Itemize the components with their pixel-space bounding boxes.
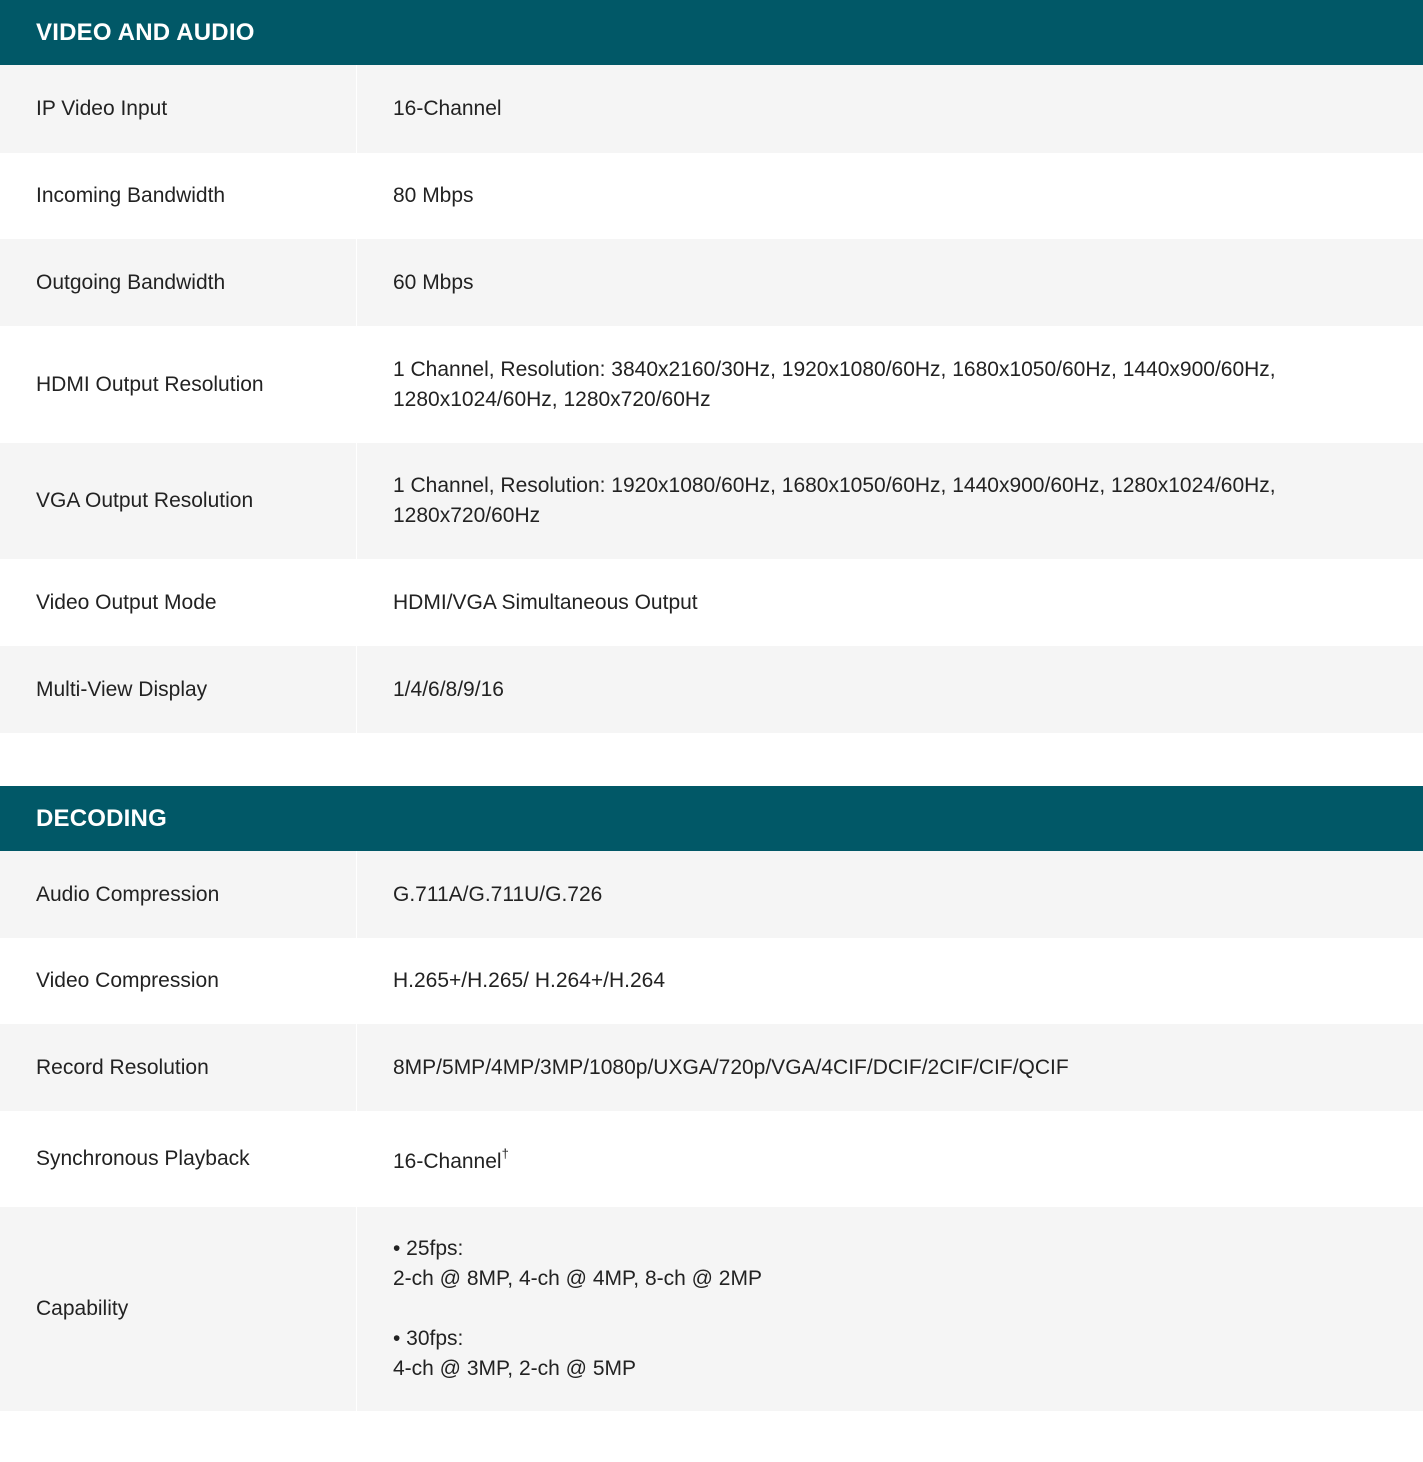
spec-row-synchronous-playback xyxy=(0,1111,1423,1207)
spec-row-outgoing-bandwidth xyxy=(0,239,1423,326)
spec-value: H.265+/H.265/ H.264+/H.264 xyxy=(393,969,666,992)
spec-value: 1 Channel, Resolution: 1920x1080/60Hz, 1680x1050/60Hz, 1440x900/60Hz, 1280x1024/60Hz, 1280x720/60Hz xyxy=(393,474,1276,527)
section-title: DECODING xyxy=(0,786,1423,851)
section-title: VIDEO AND AUDIO xyxy=(0,0,1423,65)
spec-value: 16-Channel xyxy=(393,1150,502,1173)
spec-row-incoming-bandwidth xyxy=(0,153,1423,239)
section-spacer xyxy=(0,733,1423,786)
spec-label: HDMI Output Resolution xyxy=(0,326,356,443)
spec-label: Outgoing Bandwidth xyxy=(0,239,356,326)
spec-value: 16-Channel xyxy=(393,97,502,120)
spec-row-hdmi-output-resolution xyxy=(0,326,1423,443)
spec-row-vga-output-resolution xyxy=(0,443,1423,559)
spec-label: Synchronous Playback xyxy=(0,1111,356,1207)
spec-row-record-resolution xyxy=(0,1024,1423,1111)
spec-value: HDMI/VGA Simultaneous Output xyxy=(393,590,698,614)
spec-row-capability xyxy=(0,1207,1423,1411)
spec-row-audio-compression xyxy=(0,851,1423,938)
section-decoding xyxy=(0,786,1423,1411)
spec-label: Capability xyxy=(0,1207,356,1411)
spec-value: 8MP/5MP/4MP/3MP/1080p/UXGA/720p/VGA/4CIF/DCIF/2CIF/CIF/QCIF xyxy=(393,1055,1069,1079)
spec-label: Multi-View Display xyxy=(0,646,356,733)
spec-row-video-compression xyxy=(0,938,1423,1024)
spec-label: Record Resolution xyxy=(0,1024,356,1111)
spec-label: VGA Output Resolution xyxy=(0,443,356,559)
spec-row-ip-video-input xyxy=(0,65,1423,153)
spec-row-multi-view-display xyxy=(0,646,1423,733)
spec-label: Video Compression xyxy=(0,938,356,1024)
spec-value: 80 Mbps xyxy=(393,184,474,207)
spec-label: Incoming Bandwidth xyxy=(0,153,356,239)
spec-value: • 25fps: 2-ch @ 8MP, 4-ch @ 4MP, 8-ch @ 2MP • 30fps: 4-ch @ 3MP, 2-ch @ 5MP xyxy=(393,1237,762,1380)
spec-label: IP Video Input xyxy=(0,65,356,153)
spec-value: 1/4/6/8/9/16 xyxy=(393,677,504,701)
spec-row-video-output-mode xyxy=(0,559,1423,646)
dagger-footnote-mark: † xyxy=(501,1146,509,1161)
spec-label: Video Output Mode xyxy=(0,559,356,646)
spec-value: 1 Channel, Resolution: 3840x2160/30Hz, 1920x1080/60Hz, 1680x1050/60Hz, 1440x900/60Hz, 1280x1024/60Hz, 1280x720/60Hz xyxy=(393,357,1276,411)
spec-value: G.711A/G.711U/G.726 xyxy=(393,882,603,906)
spec-value: 60 Mbps xyxy=(393,270,474,294)
spec-label: Audio Compression xyxy=(0,851,356,938)
